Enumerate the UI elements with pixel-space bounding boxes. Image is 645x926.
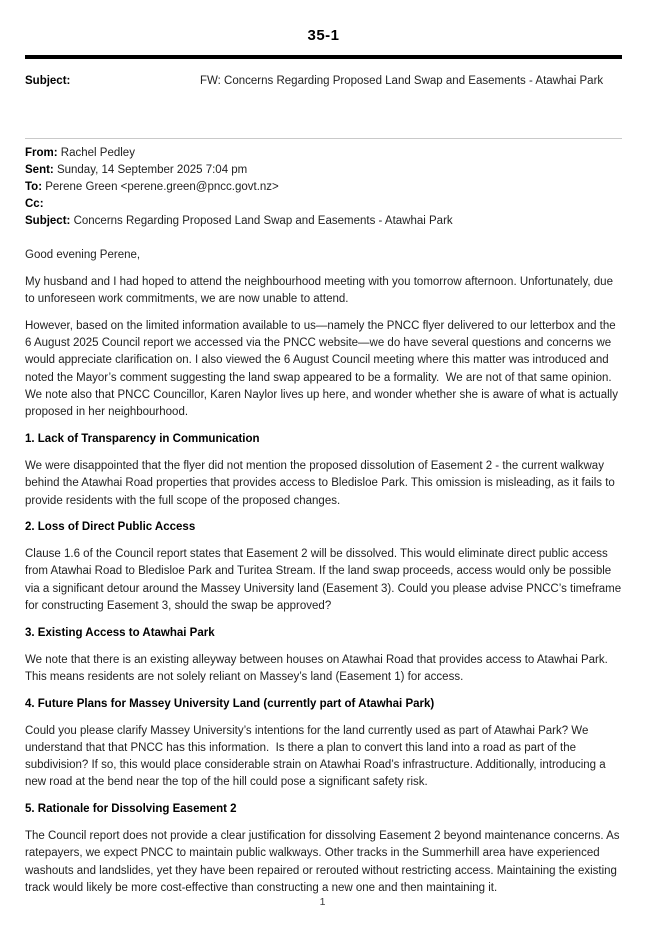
section-paragraph-1: We were disappointed that the flyer did not mention the proposed dissolution of Easement 2 - the current walkway behind the Atawhai Road properties that provides access to Bledisloe Park. This omission is misleading, as it fails to provide residents with the full scope of the proposed changes. xyxy=(25,459,618,507)
sent-value: Sunday, 14 September 2025 7:04 pm xyxy=(56,164,248,176)
document-number-label: 35-1 xyxy=(307,27,340,44)
meta-subject-label: Subject: xyxy=(25,215,71,227)
meta-row-from xyxy=(25,145,622,162)
meta-row-cc xyxy=(25,196,622,213)
page-content xyxy=(25,0,625,907)
section-paragraph-5: The Council report does not provide a clear justification for dissolving Easement 2 beyond maintenance concerns. As ratepayers, we expect PNCC to maintain public walkways. Other tracks in the Summerhill area have experienced washouts and landslides, yet they have been repaired or rerouted without restricting access. Maintaining the existing track would likely be more cost-effective than constructing a new one and then maintaining it. xyxy=(25,830,623,894)
from-label: From: xyxy=(25,147,58,159)
from-value: Rachel Pedley xyxy=(60,147,135,159)
email-meta-block xyxy=(25,145,622,230)
meta-subject-value: Concerns Regarding Proposed Land Swap and Easements - Atawhai Park xyxy=(73,215,453,227)
section-heading-5: 5. Rationale for Dissolving Easement 2 xyxy=(25,803,237,816)
section-heading-2: 2. Loss of Direct Public Access xyxy=(25,521,196,534)
body-paragraph: However, based on the limited information available to us—namely the PNCC flyer delivered to our letterbox and the 6 August 2025 Council report we accessed via the PNCC website—we do have several questions and concerns we would appreciate clarification on. I also viewed the 6 August Council meeting where this matter was introduced and noted the Mayor’s comment suggesting the land swap appeared to be a formality. We are not of that same opinion. We note also that PNCC Councillor, Karen Naylor lives up here, and wonder whether she is aware of what is actually proposed in her neighbourhood. xyxy=(25,319,622,419)
meta-row-to xyxy=(25,179,622,196)
section-paragraph-2: Clause 1.6 of the Council report states that Easement 2 will be dissolved. This would eliminate direct public access from Atawhai Road to Bledisloe Park and Turitea Stream. If the land swap proceeds, access would only be possible via a significant detour around the Massey University land (Easement 3). Could you please advise PNCC’s timeframe for constructing Easement 3, should the swap be approved? xyxy=(25,548,625,613)
to-value: Perene Green <perene.green@pncc.govt.nz> xyxy=(45,181,279,193)
header-divider xyxy=(25,55,622,59)
to-label: To: xyxy=(25,181,43,193)
section-heading-1: 1. Lack of Transparency in Communication xyxy=(25,433,260,446)
cc-label: Cc: xyxy=(25,198,44,210)
greeting-paragraph: Good evening Perene, xyxy=(25,249,141,261)
section-paragraph-4: Could you please clarify Massey University’s intentions for the land currently used as part of Atawhai Park? We understand that that PNCC has this information. Is there a plan to convert this land into a road as part of the subdivision? If so, this would place considerable strain on Atawhai Road’s infrastructure. Additionally, introducing a new road at the bend near the top of the hill could pose a significant safety risk. xyxy=(25,724,609,789)
section-heading-4: 4. Future Plans for Massey University Land (currently part of Atawhai Park) xyxy=(25,697,435,710)
meta-divider xyxy=(25,138,622,139)
section-heading-3: 3. Existing Access to Atawhai Park xyxy=(25,626,215,639)
subject-header-value: FW: Concerns Regarding Proposed Land Swap and Easements - Atawhai Park xyxy=(200,75,604,87)
email-body xyxy=(25,247,625,897)
page-number: 1 xyxy=(319,896,326,908)
subject-header-label: Subject: xyxy=(25,75,71,87)
meta-row-sent xyxy=(25,162,622,179)
meta-row-subject xyxy=(25,213,622,230)
body-paragraph: My husband and I had hoped to attend the neighbourhood meeting with you tomorrow afternoon. Unfortunately, due to unforeseen work commitments, we are now unable to attend. xyxy=(25,275,617,306)
subject-header-row xyxy=(25,74,622,89)
section-paragraph-3: We note that there is an existing alleyway between houses on Atawhai Road that provides access to Atawhai Park. This means residents are not solely reliant on Massey’s land (Easement 1) for access. xyxy=(25,653,611,683)
sent-label: Sent: xyxy=(25,164,54,176)
